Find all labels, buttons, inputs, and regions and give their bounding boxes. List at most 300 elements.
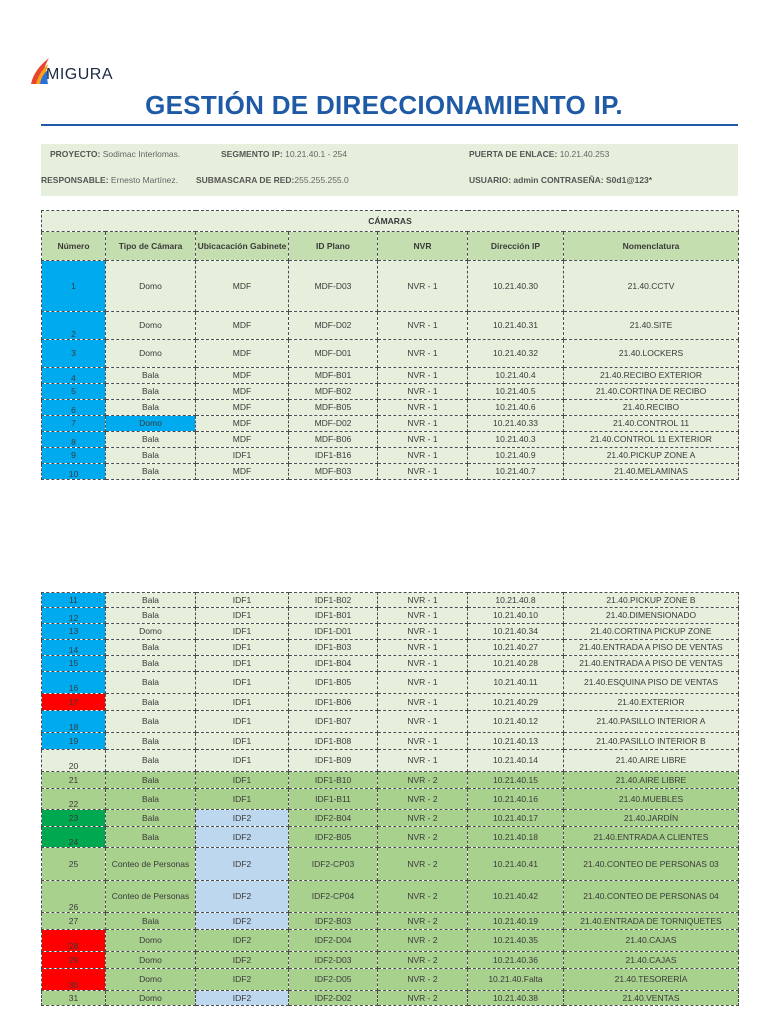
- direccion-ip-cell: 10.21.40.17: [468, 810, 564, 827]
- logo-text: MIGURA: [46, 66, 113, 83]
- id-plano-cell: MDF-D02: [289, 312, 378, 340]
- ubicacion-cell: IDF2: [196, 913, 289, 930]
- ubicacion-cell: IDF1: [196, 789, 289, 810]
- nomenclatura-cell: 21.40.CONTEO DE PERSONAS 03: [564, 848, 739, 881]
- id-plano-cell: IDF1-B05: [289, 672, 378, 694]
- nvr-cell: NVR - 1: [378, 593, 468, 608]
- nvr-cell: NVR - 1: [378, 608, 468, 624]
- table-row: [42, 750, 739, 772]
- table-row: [42, 640, 739, 656]
- table-row: [42, 464, 739, 480]
- direccion-ip-cell: 10.21.40.13: [468, 733, 564, 750]
- id-plano-cell: IDF1-B11: [289, 789, 378, 810]
- numero-cell: [42, 416, 106, 432]
- ubicacion-cell: IDF2: [196, 881, 289, 913]
- numero-value: 27: [68, 915, 79, 926]
- ubicacion-cell: IDF1: [196, 733, 289, 750]
- tipo-camara-cell: Domo: [106, 261, 196, 312]
- id-plano-cell: IDF1-B06: [289, 694, 378, 711]
- table-row: [42, 827, 739, 848]
- id-plano-cell: IDF2-B04: [289, 810, 378, 827]
- direccion-ip-cell: 10.21.40.5: [468, 384, 564, 400]
- numero-cell: [42, 384, 106, 400]
- tipo-camara-cell: Bala: [106, 733, 196, 750]
- nomenclatura-cell: 21.40.MELAMINAS: [564, 464, 739, 480]
- puerta-enlace-value: 10.21.40.253: [559, 149, 610, 159]
- nomenclatura-cell: 21.40.AIRE LIBRE: [564, 772, 739, 789]
- numero-value: 24: [68, 836, 79, 847]
- tipo-camara-cell: Conteo de Personas: [106, 881, 196, 913]
- numero-value: 7: [71, 418, 76, 429]
- numero-value: 6: [71, 404, 76, 415]
- table-row: [42, 672, 739, 694]
- numero-value: 11: [69, 594, 78, 605]
- nomenclatura-cell: 21.40.PASILLO INTERIOR A: [564, 711, 739, 733]
- header-nomenclatura: Nomenclatura: [564, 232, 739, 261]
- numero-cell: [42, 694, 106, 711]
- nomenclatura-cell: 21.40.PICKUP ZONE B: [564, 593, 739, 608]
- numero-value: 29: [68, 954, 79, 965]
- direccion-ip-cell: 10.21.40.16: [468, 789, 564, 810]
- ubicacion-cell: IDF2: [196, 930, 289, 952]
- puerta-enlace-label: PUERTA DE ENLACE:: [469, 149, 558, 159]
- tipo-camara-cell: Bala: [106, 400, 196, 416]
- numero-cell: [42, 750, 106, 772]
- nvr-cell: NVR - 1: [378, 368, 468, 384]
- direccion-ip-cell: 10.21.40.32: [468, 340, 564, 368]
- numero-cell: [42, 991, 106, 1006]
- nvr-cell: NVR - 2: [378, 930, 468, 952]
- tipo-camara-cell: Bala: [106, 750, 196, 772]
- direccion-ip-cell: 10.21.40.11: [468, 672, 564, 694]
- nvr-cell: NVR - 2: [378, 772, 468, 789]
- ubicacion-cell: IDF2: [196, 969, 289, 991]
- ubicacion-cell: MDF: [196, 340, 289, 368]
- table-row: [42, 368, 739, 384]
- nomenclatura-cell: 21.40.PASILLO INTERIOR B: [564, 733, 739, 750]
- nomenclatura-cell: 21.40.ESQUINA PISO DE VENTAS: [564, 672, 739, 694]
- ubicacion-cell: MDF: [196, 261, 289, 312]
- nvr-cell: NVR - 2: [378, 952, 468, 969]
- numero-value: 18: [68, 721, 79, 732]
- tipo-camara-cell: Bala: [106, 608, 196, 624]
- id-plano-cell: IDF1-B02: [289, 593, 378, 608]
- ubicacion-cell: MDF: [196, 432, 289, 448]
- nvr-cell: NVR - 1: [378, 694, 468, 711]
- nvr-cell: NVR - 1: [378, 750, 468, 772]
- id-plano-cell: MDF-B06: [289, 432, 378, 448]
- nvr-cell: NVR - 1: [378, 448, 468, 464]
- nomenclatura-cell: 21.40.PICKUP ZONE A: [564, 448, 739, 464]
- numero-cell: [42, 624, 106, 640]
- id-plano-cell: IDF1-B09: [289, 750, 378, 772]
- table-row: [42, 448, 739, 464]
- ubicacion-cell: IDF1: [196, 672, 289, 694]
- tipo-camara-cell: Bala: [106, 772, 196, 789]
- nomenclatura-cell: 21.40.LOCKERS: [564, 340, 739, 368]
- responsable-value: Ernesto Martínez.: [110, 175, 179, 185]
- table-row: [42, 400, 739, 416]
- direccion-ip-cell: 10.21.40.41: [468, 848, 564, 881]
- numero-cell: [42, 640, 106, 656]
- project-info-panel: [41, 144, 738, 196]
- submascara-field: [196, 175, 349, 185]
- nomenclatura-cell: 21.40.ENTRADA A PISO DE VENTAS: [564, 640, 739, 656]
- nomenclatura-cell: 21.40.MUEBLES: [564, 789, 739, 810]
- table-row: [42, 711, 739, 733]
- numero-cell: [42, 711, 106, 733]
- ubicacion-cell: IDF1: [196, 656, 289, 672]
- table-row: [42, 312, 739, 340]
- table-row: [42, 384, 739, 400]
- nomenclatura-cell: 21.40.VENTAS: [564, 991, 739, 1006]
- table-row: [42, 881, 739, 913]
- id-plano-cell: IDF1-D01: [289, 624, 378, 640]
- nvr-cell: NVR - 2: [378, 789, 468, 810]
- nvr-cell: NVR - 1: [378, 672, 468, 694]
- table-row: [42, 969, 739, 991]
- id-plano-cell: MDF-B01: [289, 368, 378, 384]
- table-row: [42, 913, 739, 930]
- page-title: GESTIÓN DE DIRECCIONAMIENTO IP.: [145, 90, 623, 120]
- numero-value: 10: [68, 468, 79, 479]
- numero-cell: [42, 368, 106, 384]
- tipo-camara-cell: Bala: [106, 640, 196, 656]
- ubicacion-cell: IDF1: [196, 640, 289, 656]
- id-plano-cell: MDF-B02: [289, 384, 378, 400]
- numero-value: 17: [68, 696, 79, 707]
- numero-cell: [42, 340, 106, 368]
- direccion-ip-cell: 10.21.40.38: [468, 991, 564, 1006]
- header-id-plano: ID Plano: [289, 232, 378, 261]
- numero-cell: [42, 312, 106, 340]
- nomenclatura-cell: 21.40.DIMENSIONADO: [564, 608, 739, 624]
- ubicacion-cell: IDF2: [196, 810, 289, 827]
- direccion-ip-cell: 10.21.40.28: [468, 656, 564, 672]
- id-plano-cell: MDF-B05: [289, 400, 378, 416]
- nomenclatura-cell: 21.40.CCTV: [564, 261, 739, 312]
- direccion-ip-cell: 10.21.40.8: [468, 593, 564, 608]
- direccion-ip-cell: 10.21.40.31: [468, 312, 564, 340]
- tipo-camara-cell: Conteo de Personas: [106, 848, 196, 881]
- nomenclatura-cell: 21.40.ENTRADA A CLIENTES: [564, 827, 739, 848]
- nvr-cell: NVR - 1: [378, 464, 468, 480]
- direccion-ip-cell: 10.21.40.18: [468, 827, 564, 848]
- table-row: [42, 930, 739, 952]
- id-plano-cell: IDF2-D05: [289, 969, 378, 991]
- table-row: [42, 340, 739, 368]
- table-row: [42, 991, 739, 1006]
- nomenclatura-cell: 21.40.JARDÍN: [564, 810, 739, 827]
- id-plano-cell: IDF1-B16: [289, 448, 378, 464]
- table-row: [42, 593, 739, 608]
- numero-value: 5: [71, 386, 76, 397]
- nvr-cell: NVR - 1: [378, 711, 468, 733]
- numero-value: 3: [71, 348, 76, 359]
- header-tipo-camara: Tipo de Cámara: [106, 232, 196, 261]
- contrasena-value: S0d1@123*: [606, 175, 653, 185]
- numero-value: 15: [68, 658, 79, 669]
- nomenclatura-cell: 21.40.ENTRADA DE TORNIQUETES: [564, 913, 739, 930]
- proyecto-value: Sodimac Interlomas.: [102, 149, 181, 159]
- numero-cell: [42, 464, 106, 480]
- direccion-ip-cell: 10.21.40.7: [468, 464, 564, 480]
- numero-cell: [42, 400, 106, 416]
- id-plano-cell: IDF1-B01: [289, 608, 378, 624]
- direccion-ip-cell: 10.21.40.15: [468, 772, 564, 789]
- title-divider: [41, 124, 738, 126]
- numero-cell: [42, 952, 106, 969]
- table-row: [42, 952, 739, 969]
- id-plano-cell: MDF-D03: [289, 261, 378, 312]
- numero-cell: [42, 448, 106, 464]
- numero-cell: [42, 969, 106, 991]
- table-row: [42, 608, 739, 624]
- direccion-ip-cell: 10.21.40.Falta: [468, 969, 564, 991]
- direccion-ip-cell: 10.21.40.34: [468, 624, 564, 640]
- id-plano-cell: IDF1-B08: [289, 733, 378, 750]
- numero-value: 23: [68, 812, 79, 823]
- direccion-ip-cell: 10.21.40.27: [468, 640, 564, 656]
- ubicacion-cell: IDF1: [196, 593, 289, 608]
- direccion-ip-cell: 10.21.40.36: [468, 952, 564, 969]
- numero-cell: [42, 913, 106, 930]
- tipo-camara-cell: Bala: [106, 694, 196, 711]
- ubicacion-cell: IDF1: [196, 608, 289, 624]
- direccion-ip-cell: 10.21.40.10: [468, 608, 564, 624]
- responsable-label: RESPONSABLE:: [41, 175, 109, 185]
- nvr-cell: NVR - 2: [378, 881, 468, 913]
- table-row: [42, 656, 739, 672]
- usuario-label: USUARIO:: [469, 175, 512, 185]
- ubicacion-cell: IDF2: [196, 991, 289, 1006]
- ubicacion-cell: IDF1: [196, 448, 289, 464]
- tipo-camara-cell: Bala: [106, 448, 196, 464]
- numero-value: 4: [71, 372, 76, 383]
- nvr-cell: NVR - 1: [378, 340, 468, 368]
- tipo-camara-cell: Domo: [106, 312, 196, 340]
- nomenclatura-cell: 21.40.CONTROL 11 EXTERIOR: [564, 432, 739, 448]
- numero-cell: [42, 432, 106, 448]
- nvr-cell: NVR - 2: [378, 810, 468, 827]
- tipo-camara-cell: Domo: [106, 624, 196, 640]
- ubicacion-cell: IDF2: [196, 952, 289, 969]
- numero-cell: [42, 827, 106, 848]
- id-plano-cell: IDF2-D04: [289, 930, 378, 952]
- nvr-cell: NVR - 1: [378, 416, 468, 432]
- submascara-label: SUBMASCARA DE RED:: [196, 175, 295, 185]
- puerta-enlace-field: [469, 149, 609, 159]
- ubicacion-cell: MDF: [196, 368, 289, 384]
- cameras-table-page-1: [41, 210, 739, 480]
- nomenclatura-cell: 21.40.RECIBO EXTERIOR: [564, 368, 739, 384]
- ubicacion-cell: MDF: [196, 400, 289, 416]
- nomenclatura-cell: 21.40.EXTERIOR: [564, 694, 739, 711]
- header-ubicacion-gabinete: Ubicacación Gabinete: [196, 232, 289, 261]
- segmento-value: 10.21.40.1 - 254: [285, 149, 348, 159]
- nomenclatura-cell: 21.40.CAJAS: [564, 952, 739, 969]
- ubicacion-cell: IDF1: [196, 711, 289, 733]
- nvr-cell: NVR - 2: [378, 991, 468, 1006]
- ubicacion-cell: IDF2: [196, 848, 289, 881]
- tipo-camara-cell: Bala: [106, 656, 196, 672]
- table-row: [42, 432, 739, 448]
- direccion-ip-cell: 10.21.40.29: [468, 694, 564, 711]
- credenciales-field: [469, 175, 652, 185]
- direccion-ip-cell: 10.21.40.42: [468, 881, 564, 913]
- tipo-camara-cell: Bala: [106, 827, 196, 848]
- nvr-cell: NVR - 2: [378, 848, 468, 881]
- nomenclatura-cell: 21.40.TESORERÍA: [564, 969, 739, 991]
- numero-value: 9: [71, 450, 76, 461]
- id-plano-cell: IDF2-B03: [289, 913, 378, 930]
- tipo-camara-cell: Bala: [106, 711, 196, 733]
- numero-cell: [42, 593, 106, 608]
- direccion-ip-cell: 10.21.40.19: [468, 913, 564, 930]
- section-title: CÁMARAS: [42, 211, 739, 232]
- id-plano-cell: MDF-B03: [289, 464, 378, 480]
- nomenclatura-cell: 21.40.CONTEO DE PERSONAS 04: [564, 881, 739, 913]
- tipo-camara-cell: Domo: [106, 991, 196, 1006]
- submascara-value: 255.255.255.0: [294, 175, 349, 185]
- ubicacion-cell: MDF: [196, 312, 289, 340]
- tipo-camara-cell: Bala: [106, 432, 196, 448]
- numero-value: 2: [71, 328, 76, 339]
- nvr-cell: NVR - 2: [378, 969, 468, 991]
- direccion-ip-cell: 10.21.40.3: [468, 432, 564, 448]
- numero-cell: [42, 656, 106, 672]
- ubicacion-cell: IDF1: [196, 750, 289, 772]
- id-plano-cell: IDF2-CP03: [289, 848, 378, 881]
- table-row: [42, 733, 739, 750]
- id-plano-cell: IDF2-B05: [289, 827, 378, 848]
- numero-value: 25: [68, 858, 79, 869]
- nomenclatura-cell: 21.40.CAJAS: [564, 930, 739, 952]
- cameras-table-page-2: [41, 592, 739, 1006]
- numero-value: 21: [68, 774, 79, 785]
- nomenclatura-cell: 21.40.SITE: [564, 312, 739, 340]
- contrasena-label: CONTRASEÑA:: [540, 175, 604, 185]
- numero-value: 13: [68, 626, 79, 637]
- tipo-camara-cell: Bala: [106, 810, 196, 827]
- table-row: [42, 848, 739, 881]
- numero-value: 1: [71, 280, 76, 291]
- numero-value: 8: [71, 436, 76, 447]
- nvr-cell: NVR - 1: [378, 640, 468, 656]
- table-row: [42, 624, 739, 640]
- tipo-camara-cell: Bala: [106, 789, 196, 810]
- table-row: [42, 694, 739, 711]
- id-plano-cell: IDF1-B10: [289, 772, 378, 789]
- numero-value: 28: [68, 940, 79, 951]
- nomenclatura-cell: 21.40.CORTINA DE RECIBO: [564, 384, 739, 400]
- id-plano-cell: IDF2-CP04: [289, 881, 378, 913]
- tipo-camara-cell: Domo: [106, 969, 196, 991]
- direccion-ip-cell: 10.21.40.6: [468, 400, 564, 416]
- nomenclatura-cell: 21.40.CORTINA PICKUP ZONE: [564, 624, 739, 640]
- ubicacion-cell: IDF1: [196, 694, 289, 711]
- segmento-field: [221, 149, 347, 159]
- nvr-cell: NVR - 1: [378, 261, 468, 312]
- nvr-cell: NVR - 1: [378, 733, 468, 750]
- table-row: [42, 810, 739, 827]
- nvr-cell: NVR - 1: [378, 384, 468, 400]
- tipo-camara-cell: Domo: [106, 952, 196, 969]
- nvr-cell: NVR - 1: [378, 624, 468, 640]
- numero-value: 20: [68, 760, 79, 771]
- nomenclatura-cell: 21.40.CONTROL 11: [564, 416, 739, 432]
- direccion-ip-cell: 10.21.40.30: [468, 261, 564, 312]
- proyecto-label: PROYECTO:: [50, 149, 101, 159]
- tipo-camara-cell: Bala: [106, 913, 196, 930]
- numero-cell: [42, 608, 106, 624]
- nvr-cell: NVR - 1: [378, 432, 468, 448]
- table-row: [42, 261, 739, 312]
- nomenclatura-cell: 21.40.ENTRADA A PISO DE VENTAS: [564, 656, 739, 672]
- id-plano-cell: IDF2-D03: [289, 952, 378, 969]
- tipo-camara-cell: Bala: [106, 384, 196, 400]
- direccion-ip-cell: 10.21.40.12: [468, 711, 564, 733]
- numero-cell: [42, 848, 106, 881]
- header-direccion-ip: Dirección IP: [468, 232, 564, 261]
- numero-value: 22: [68, 798, 79, 809]
- nomenclatura-cell: 21.40.RECIBO: [564, 400, 739, 416]
- ubicacion-cell: IDF2: [196, 827, 289, 848]
- table-row: [42, 416, 739, 432]
- numero-value: 26: [68, 901, 79, 912]
- segmento-label: SEGMENTO IP:: [221, 149, 283, 159]
- numero-cell: [42, 772, 106, 789]
- nvr-cell: NVR - 1: [378, 656, 468, 672]
- direccion-ip-cell: 10.21.40.4: [468, 368, 564, 384]
- ubicacion-cell: MDF: [196, 384, 289, 400]
- table-row: [42, 772, 739, 789]
- tipo-camara-cell: Domo: [106, 416, 196, 432]
- ubicacion-cell: MDF: [196, 416, 289, 432]
- numero-cell: [42, 261, 106, 312]
- tipo-camara-cell: Bala: [106, 464, 196, 480]
- proyecto-field: [50, 149, 180, 159]
- ubicacion-cell: IDF1: [196, 624, 289, 640]
- numero-cell: [42, 789, 106, 810]
- nvr-cell: NVR - 2: [378, 913, 468, 930]
- id-plano-cell: IDF1-B04: [289, 656, 378, 672]
- direccion-ip-cell: 10.21.40.35: [468, 930, 564, 952]
- numero-value: 12: [68, 612, 79, 623]
- direccion-ip-cell: 10.21.40.33: [468, 416, 564, 432]
- numero-cell: [42, 930, 106, 952]
- numero-cell: [42, 881, 106, 913]
- tipo-camara-cell: Bala: [106, 368, 196, 384]
- header-nvr: NVR: [378, 232, 468, 261]
- numero-value: 31: [68, 992, 79, 1003]
- id-plano-cell: MDF-D01: [289, 340, 378, 368]
- numero-value: 14: [68, 644, 79, 655]
- tipo-camara-cell: Bala: [106, 672, 196, 694]
- numero-value: 19: [68, 735, 79, 746]
- nvr-cell: NVR - 1: [378, 400, 468, 416]
- numero-cell: [42, 810, 106, 827]
- usuario-value: admin: [513, 175, 539, 185]
- numero-value: 30: [68, 979, 79, 990]
- nomenclatura-cell: 21.40.AIRE LIBRE: [564, 750, 739, 772]
- id-plano-cell: IDF1-B03: [289, 640, 378, 656]
- numero-value: 16: [68, 682, 79, 693]
- id-plano-cell: IDF2-D02: [289, 991, 378, 1006]
- numero-cell: [42, 733, 106, 750]
- header-numero: Número: [42, 232, 106, 261]
- direccion-ip-cell: 10.21.40.14: [468, 750, 564, 772]
